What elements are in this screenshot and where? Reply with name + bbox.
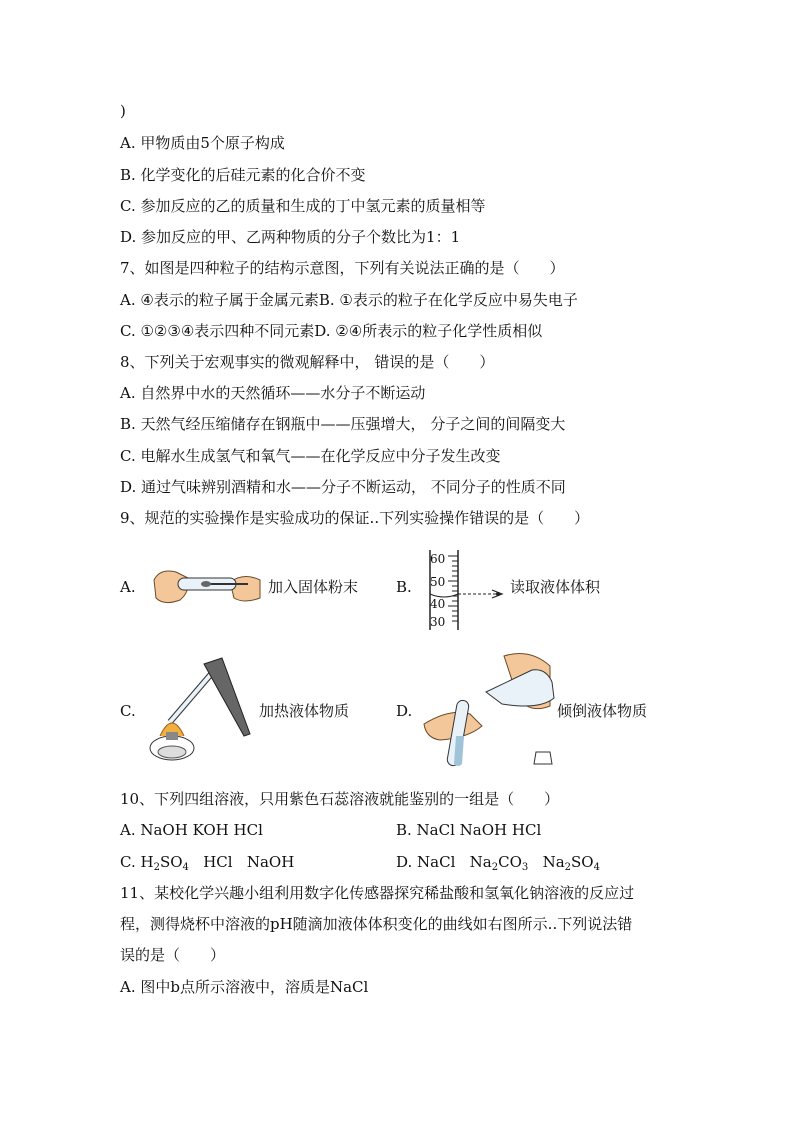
q7-options-cd: C. ①②③④表示四种不同元素D. ②④所表示的粒子化学性质相似 — [120, 322, 543, 340]
q9-d-label: 倾倒液体物质 — [557, 702, 648, 720]
q8-option-a: A. 自然界中水的天然循环——水分子不断运动 — [120, 384, 426, 402]
option-d: D. 参加反应的甲、乙两种物质的分子个数比为1：1 — [120, 228, 461, 246]
cyl-tick-40: 40 — [430, 597, 446, 611]
line-continuation: ) — [120, 102, 126, 120]
cyl-tick-30: 30 — [430, 615, 446, 629]
q11-option-a: A. 图中b点所示溶液中，溶质是NaCl — [120, 978, 369, 996]
question-11-line1: 11、某校化学兴趣小组利用数字化传感器探究稀盐酸和氢氧化钠溶液的反应过 — [120, 884, 635, 902]
question-11-line2: 程，测得烧杯中溶液的pH随滴加液体体积变化的曲线如右图所示..下列说法错 — [120, 915, 633, 933]
cyl-tick-50: 50 — [430, 575, 446, 589]
pouring-liquid-figure — [420, 646, 560, 776]
q9-c-letter: C. — [120, 702, 136, 720]
q10-option-a: A. NaOH KOH HCl — [120, 821, 263, 839]
q9-a-label: 加入固体粉末 — [268, 578, 359, 596]
question-8: 8、下列关于宏观事实的微观解释中， 错误的是（ ） — [120, 353, 495, 371]
q9-c-label: 加热液体物质 — [259, 702, 350, 720]
option-a: A. 甲物质由5个原子构成 — [120, 134, 285, 152]
powder-addition-figure — [150, 558, 265, 610]
q8-option-d: D. 通过气味辨别酒精和水——分子不断运动， 不同分子的性质不同 — [120, 478, 566, 496]
q9-d-letter: D. — [396, 702, 413, 720]
question-10: 10、下列四组溶液，只用紫色石蕊溶液就能鉴别的一组是（ ） — [120, 790, 560, 808]
q9-a-letter: A. — [120, 578, 136, 596]
q8-option-c: C. 电解水生成氢气和氧气——在化学反应中分子发生改变 — [120, 447, 501, 465]
cyl-tick-60: 60 — [430, 552, 446, 566]
option-b: B. 化学变化的后硅元素的化合价不变 — [120, 166, 366, 184]
q9-b-label: 读取液体体积 — [510, 578, 601, 596]
question-9: 9、规范的实验操作是实验成功的保证..下列实验操作错误的是（ ） — [120, 509, 590, 527]
question-11-line3: 误的是（ ） — [120, 946, 226, 964]
q9-b-letter: B. — [396, 578, 412, 596]
option-c: C. 参加反应的乙的质量和生成的丁中氢元素的质量相等 — [120, 197, 486, 215]
q10-option-b: B. NaCl NaOH HCl — [396, 821, 542, 839]
q7-options-ab: A. ④表示的粒子属于金属元素B. ①表示的粒子在化学反应中易失电子 — [120, 291, 578, 309]
heating-liquid-figure — [142, 650, 257, 768]
q10-option-c: C. $H_2SO_4$ HCl NaOH — [120, 853, 295, 873]
q10-option-d: D. NaCl $Na_2CO_3$ $Na_2SO_4$ — [396, 853, 600, 873]
question-7: 7、如图是四种粒子的结构示意图，下列有关说法正确的是（ ） — [120, 259, 565, 277]
q8-option-b: B. 天然气经压缩储存在钢瓶中——压强增大， 分子之间的间隔变大 — [120, 415, 566, 433]
